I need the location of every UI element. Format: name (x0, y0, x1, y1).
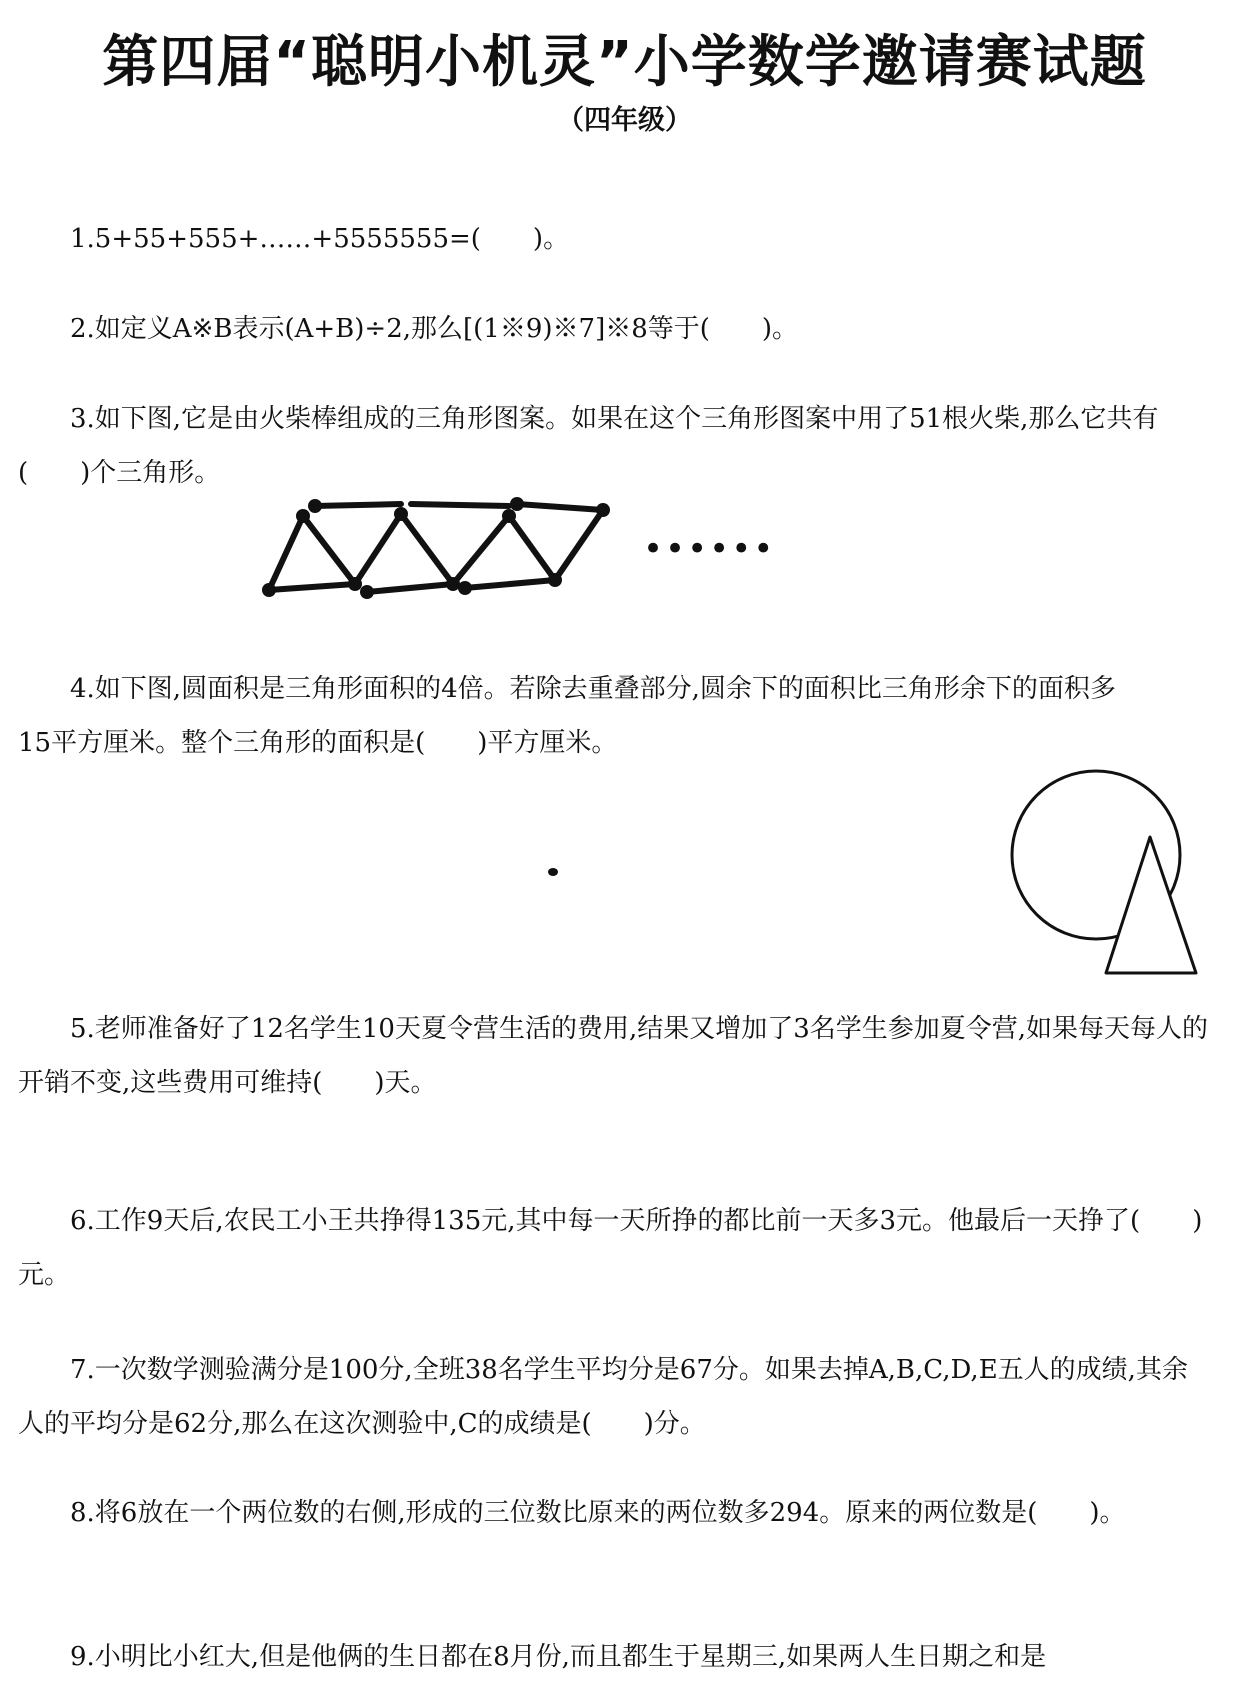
question-2: 2.如定义A※B表示(A+B)÷2,那么[(1※9)※7]※8等于( )。 (70, 314, 799, 344)
stray-mark (548, 868, 558, 876)
question-7: 7.一次数学测验满分是100分,全班38名学生平均分是67分。如果去掉A,B,C,D,E五人的成绩,其余人的平均分是62分,那么在这次测验中,C的成绩是( )分。 (18, 1355, 1188, 1439)
circle-triangle-figure (1000, 765, 1210, 980)
question-3: 3.如下图,它是由火柴棒组成的三角形图案。如果在这个三角形图案中用了51根火柴,那么它共有( )个三角形。 (18, 404, 1159, 488)
question-9: 9.小明比小红大,但是他俩的生日都在8月份,而且都生于星期三,如果两人生日期之和是 (70, 1642, 1047, 1672)
matchstick-triangles-figure (255, 488, 815, 608)
question-4: 4.如下图,圆面积是三角形面积的4倍。若除去重叠部分,圆余下的面积比三角形余下的面积多15平方厘米。整个三角形的面积是( )平方厘米。 (18, 674, 1116, 758)
question-5: 5.老师准备好了12名学生10天夏令营生活的费用,结果又增加了3名学生参加夏令营,如果每天每人的开销不变,这些费用可维持( )天。 (18, 1014, 1209, 1098)
continuation-dots: •••••• (643, 529, 776, 569)
question-6: 6.工作9天后,农民工小王共挣得135元,其中每一天所挣的都比前一天多3元。他最后一天挣了( )元。 (18, 1206, 1203, 1290)
exam-title: 第四届“聪明小机灵”小学数学邀请赛试题 (102, 30, 1147, 95)
question-8: 8.将6放在一个两位数的右侧,形成的三位数比原来的两位数多294。原来的两位数是( )。 (70, 1498, 1126, 1528)
question-1: 1.5+55+555+……+5555555=( )。 (70, 224, 570, 254)
grade-subtitle: （四年级） (557, 105, 692, 136)
